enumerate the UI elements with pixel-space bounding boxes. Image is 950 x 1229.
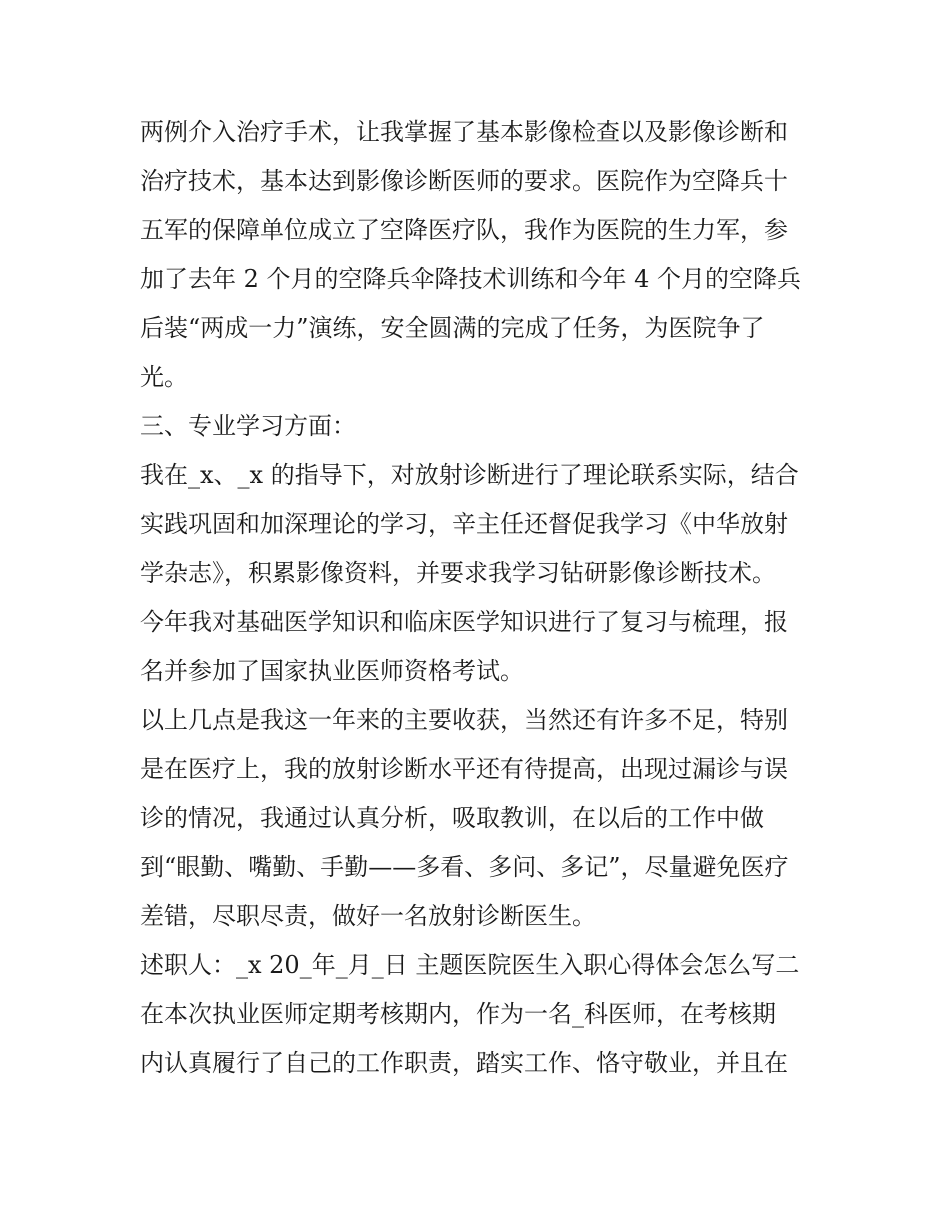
- text-line: 今年我对基础医学知识和临床医学知识进行了复习与梳理，报: [140, 608, 788, 636]
- text-line: 实践巩固和加深理论的学习，辛主任还督促我学习《中华放射: [140, 510, 788, 538]
- text-line: 加了去年 2 个月的空降兵伞降技术训练和今年 4 个月的空降兵: [140, 265, 802, 293]
- text-line: 两例介入治疗手术，让我掌握了基本影像检查以及影像诊断和: [140, 118, 788, 146]
- text-line: 以上几点是我这一年来的主要收获，当然还有许多不足，特别: [140, 706, 788, 734]
- text-line: 述职人：_x 20_年_月_日 主题医院医生入职心得体会怎么写二: [140, 951, 800, 979]
- text-line: 后装“两成一力”演练，安全圆满的完成了任务，为医院争了: [140, 314, 765, 342]
- text-line: 内认真履行了自己的工作职责，踏实工作、恪守敬业，并且在: [140, 1049, 788, 1077]
- text-line: 光。: [140, 363, 188, 391]
- text-line: 名并参加了国家执业医师资格考试。: [140, 657, 524, 685]
- text-line: 诊的情况，我通过认真分析，吸取教训，在以后的工作中做: [140, 804, 764, 832]
- text-line: 我在_x、_x 的指导下，对放射诊断进行了理论联系实际，结合: [140, 461, 799, 489]
- text-line: 五军的保障单位成立了空降医疗队，我作为医院的生力军，参: [140, 216, 788, 244]
- text-line: 在本次执业医师定期考核期内，作为一名_科医师，在考核期: [140, 1000, 776, 1028]
- text-line: 治疗技术，基本达到影像诊断医师的要求。医院作为空降兵十: [140, 167, 788, 195]
- text-line: 到“眼勤、嘴勤、手勤——多看、多问、多记”，尽量避免医疗: [140, 853, 789, 881]
- document-body: [140, 108, 830, 1088]
- text-line: 是在医疗上，我的放射诊断水平还有待提高，出现过漏诊与误: [140, 755, 788, 783]
- text-line: 差错，尽职尽责，做好一名放射诊断医生。: [140, 902, 596, 930]
- text-line: 学杂志》，积累影像资料，并要求我学习钻研影像诊断技术。: [140, 559, 776, 587]
- section-heading: 三、专业学习方面：: [140, 412, 356, 440]
